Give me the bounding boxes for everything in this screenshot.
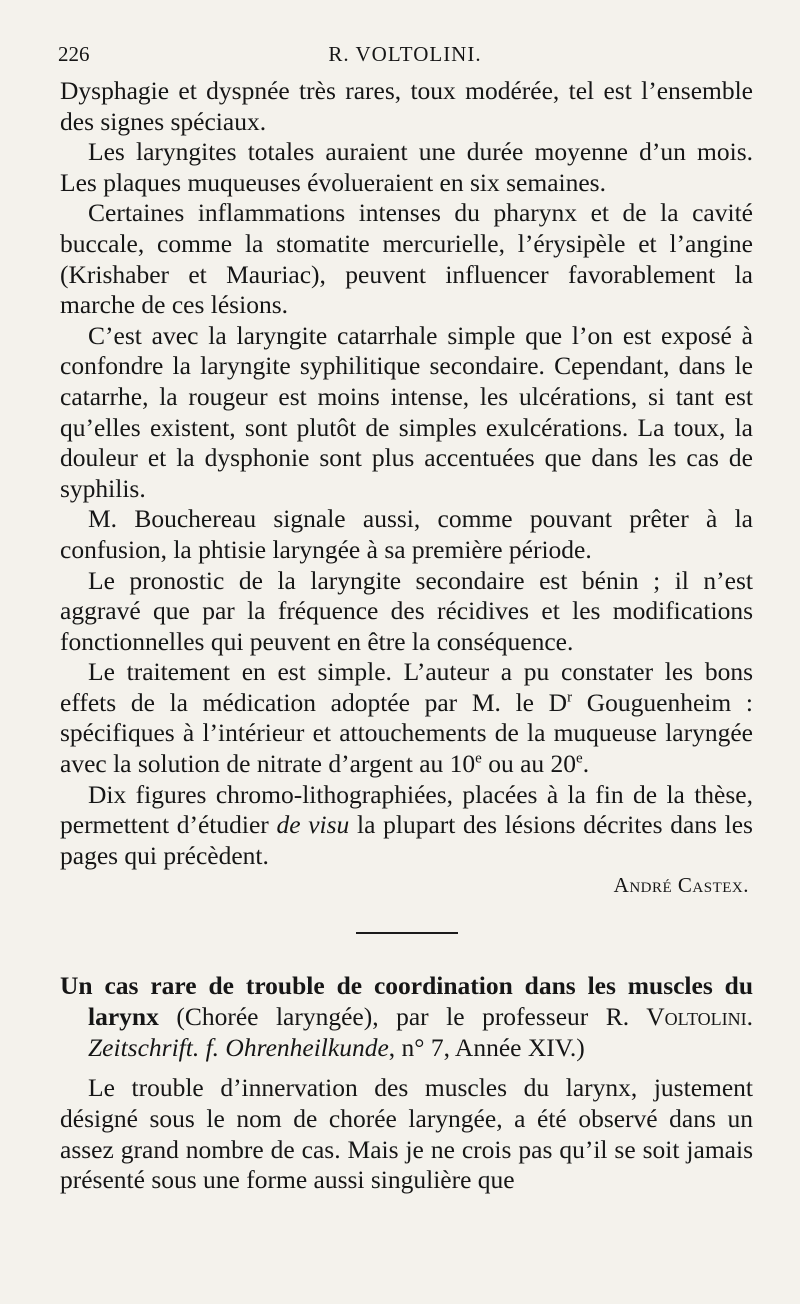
body-paragraph: Dysphagie et dyspnée très rares, toux modérée, tel est l’ensemble des signes spéciaux. bbox=[60, 76, 753, 136]
article-title: Un cas rare de trouble de coordination dans les muscles du larynx bbox=[60, 971, 753, 1032]
body-paragraph: Certaines inflammations intenses du pharynx et de la cavité buccale, comme la stomatite mercurielle, l’érysipèle et l’angine (Krishaber et Mauriac), peuvent influencer favorablement la marche de ces lésions. bbox=[60, 198, 753, 320]
article-heading bbox=[60, 970, 753, 1063]
page-header bbox=[58, 42, 752, 72]
paragraph-text: Gouguenheim : spécifiques à l’intérieur et attouchements de la muqueuse laryngée avec la solution de nitrate d’argent au 10 bbox=[60, 687, 753, 779]
page-number: 226 bbox=[58, 42, 90, 66]
superscript: e bbox=[576, 750, 583, 767]
body-paragraph bbox=[60, 657, 753, 779]
body-paragraph: Les laryngites totales auraient une durée moyenne d’un mois. Les plaques muqueuses évolueraient en six semaines. bbox=[60, 137, 753, 197]
article-author: R. Voltolini. bbox=[605, 1002, 753, 1032]
journal-name: Zeitschrift. f. Ohrenheilkunde bbox=[88, 1033, 389, 1063]
superscript: e bbox=[475, 750, 482, 767]
page-body bbox=[60, 76, 753, 1196]
running-head: R. VOLTOLINI. bbox=[328, 42, 482, 66]
superscript: r bbox=[567, 689, 573, 706]
body-paragraph: C’est avec la laryngite catarrhale simple que l’on est exposé à confondre la laryngite syphilitique secondaire. Cependant, dans le catarrhe, la rougeur est moins intense, les ulcérations, si tant est qu’elles existent, sont plutôt de simples exulcérations. La toux, la douleur et la dysphonie sont plus accentuées que dans les cas de syphilis. bbox=[60, 320, 753, 503]
body-paragraph bbox=[60, 780, 753, 872]
section-divider bbox=[356, 932, 458, 934]
body-paragraph: Le pronostic de la laryngite secondaire est bénin ; il n’est aggravé que par la fréquence des récidives et les modifications fonctionnelles qui peuvent en être la conséquence. bbox=[60, 565, 753, 656]
paragraph-text: Dix figures chromo-lithographiées, placées à la fin de la thèse, permettent d’étudier bbox=[60, 779, 753, 840]
paragraph-text: la plupart des lésions décrites dans les pages qui précèdent. bbox=[60, 810, 753, 870]
article-paragraph: Le trouble d’innervation des muscles du larynx, justement désigné sous le nom de chorée laryngée, a été observé dans un assez grand nombre de cas. Mais je ne crois pas qu’il se soit jamais présenté sous une forme aussi singulière que bbox=[60, 1073, 753, 1195]
italic-phrase: de visu bbox=[276, 810, 350, 840]
journal-citation: , n° 7, Année XIV.) bbox=[388, 1033, 585, 1063]
article-subtitle: (Chorée laryngée), par le professeur bbox=[158, 1002, 606, 1032]
paragraph-text: Le traitement en est simple. L’auteur a pu constater les bons effets de la médication adoptée par M. le D bbox=[60, 657, 753, 717]
paragraph-text: ou au 20 bbox=[481, 749, 577, 779]
body-paragraph: M. Bouchereau signale aussi, comme pouvant prêter à la confusion, la phtisie laryngée à sa première période. bbox=[60, 504, 753, 564]
signature: André Castex. bbox=[613, 873, 749, 898]
paragraph-text: . bbox=[582, 749, 590, 779]
